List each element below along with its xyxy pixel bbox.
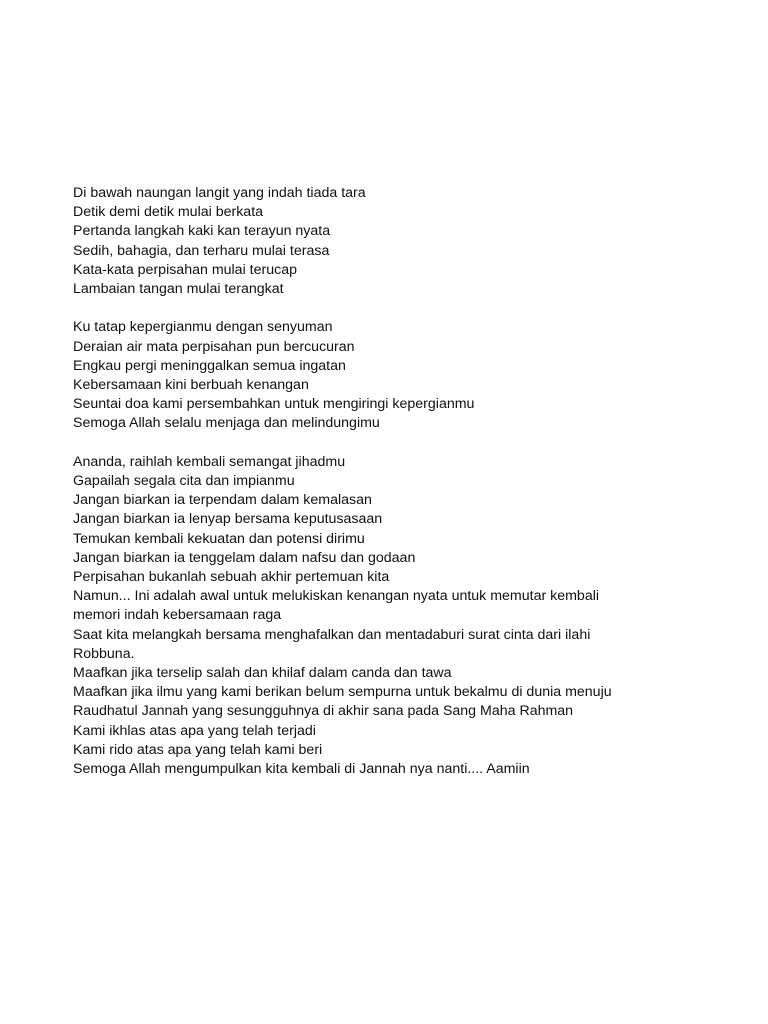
poem-line: Semoga Allah mengumpulkan kita kembali di Jannah nya nanti.... Aamiin — [73, 761, 530, 778]
poem-line: Sedih, bahagia, dan terharu mulai terasa — [73, 242, 330, 259]
poem-line: Lambaian tangan mulai terangkat — [73, 281, 284, 298]
poem-line: Kami rido atas apa yang telah kami beri — [73, 741, 323, 758]
poem-line: Kebersamaan kini berbuah kenangan — [73, 377, 309, 394]
poem-line: Maafkan jika ilmu yang kami berikan belum sempurna untuk bekalmu di dunia menuju — [73, 684, 612, 701]
poem-line: Di bawah naungan langit yang indah tiada tara — [73, 185, 366, 201]
poem-line: Robbuna. — [73, 645, 135, 662]
poem-line: Perpisahan bukanlah sebuah akhir pertemuan kita — [73, 569, 390, 586]
poem-line: Temukan kembali kekuatan dan potensi dirimu — [73, 530, 365, 547]
poem-line: Kata-kata perpisahan mulai terucap — [73, 261, 297, 278]
poem-line: Semoga Allah selalu menjaga dan melindungimu — [73, 415, 380, 432]
poem-line: Engkau pergi meninggalkan semua ingatan — [73, 357, 346, 374]
stanza-3 — [73, 453, 703, 779]
poem-line: Pertanda langkah kaki kan terayun nyata — [73, 223, 331, 240]
poem-line: Kami ikhlas atas apa yang telah terjadi — [73, 722, 316, 739]
poem-line: Raudhatul Jannah yang sesungguhnya di akhir sana pada Sang Maha Rahman — [73, 703, 574, 720]
poem-line: Jangan biarkan ia tenggelam dalam nafsu dan godaan — [73, 549, 416, 566]
poem-line: Seuntai doa kami persembahkan untuk mengiringi kepergianmu — [73, 396, 475, 413]
poem-line: Ku tatap kepergianmu dengan senyuman — [73, 319, 333, 336]
poem-line: Saat kita melangkah bersama menghafalkan dan mentadaburi surat cinta dari ilahi — [73, 626, 591, 643]
poem-line: Gapailah segala cita dan impianmu — [73, 473, 295, 490]
poem-line: Deraian air mata perpisahan pun bercucuran — [73, 338, 355, 355]
poem-line: Namun... Ini adalah awal untuk melukiskan kenangan nyata untuk memutar kembali — [73, 588, 600, 605]
stanza-2 — [73, 318, 703, 433]
poem-line: Ananda, raihlah kembali semangat jihadmu — [73, 453, 346, 470]
poem-line: Detik demi detik mulai berkata — [73, 204, 264, 221]
stanza-1 — [73, 184, 703, 299]
poem-line: memori indah kebersamaan raga — [73, 607, 282, 624]
poem-body — [73, 184, 703, 779]
poem-line: Jangan biarkan ia terpendam dalam kemalasan — [73, 492, 372, 509]
poem-line: Maafkan jika terselip salah dan khilaf dalam canda dan tawa — [73, 665, 452, 682]
poem-line: Jangan biarkan ia lenyap bersama keputusasaan — [73, 511, 383, 528]
